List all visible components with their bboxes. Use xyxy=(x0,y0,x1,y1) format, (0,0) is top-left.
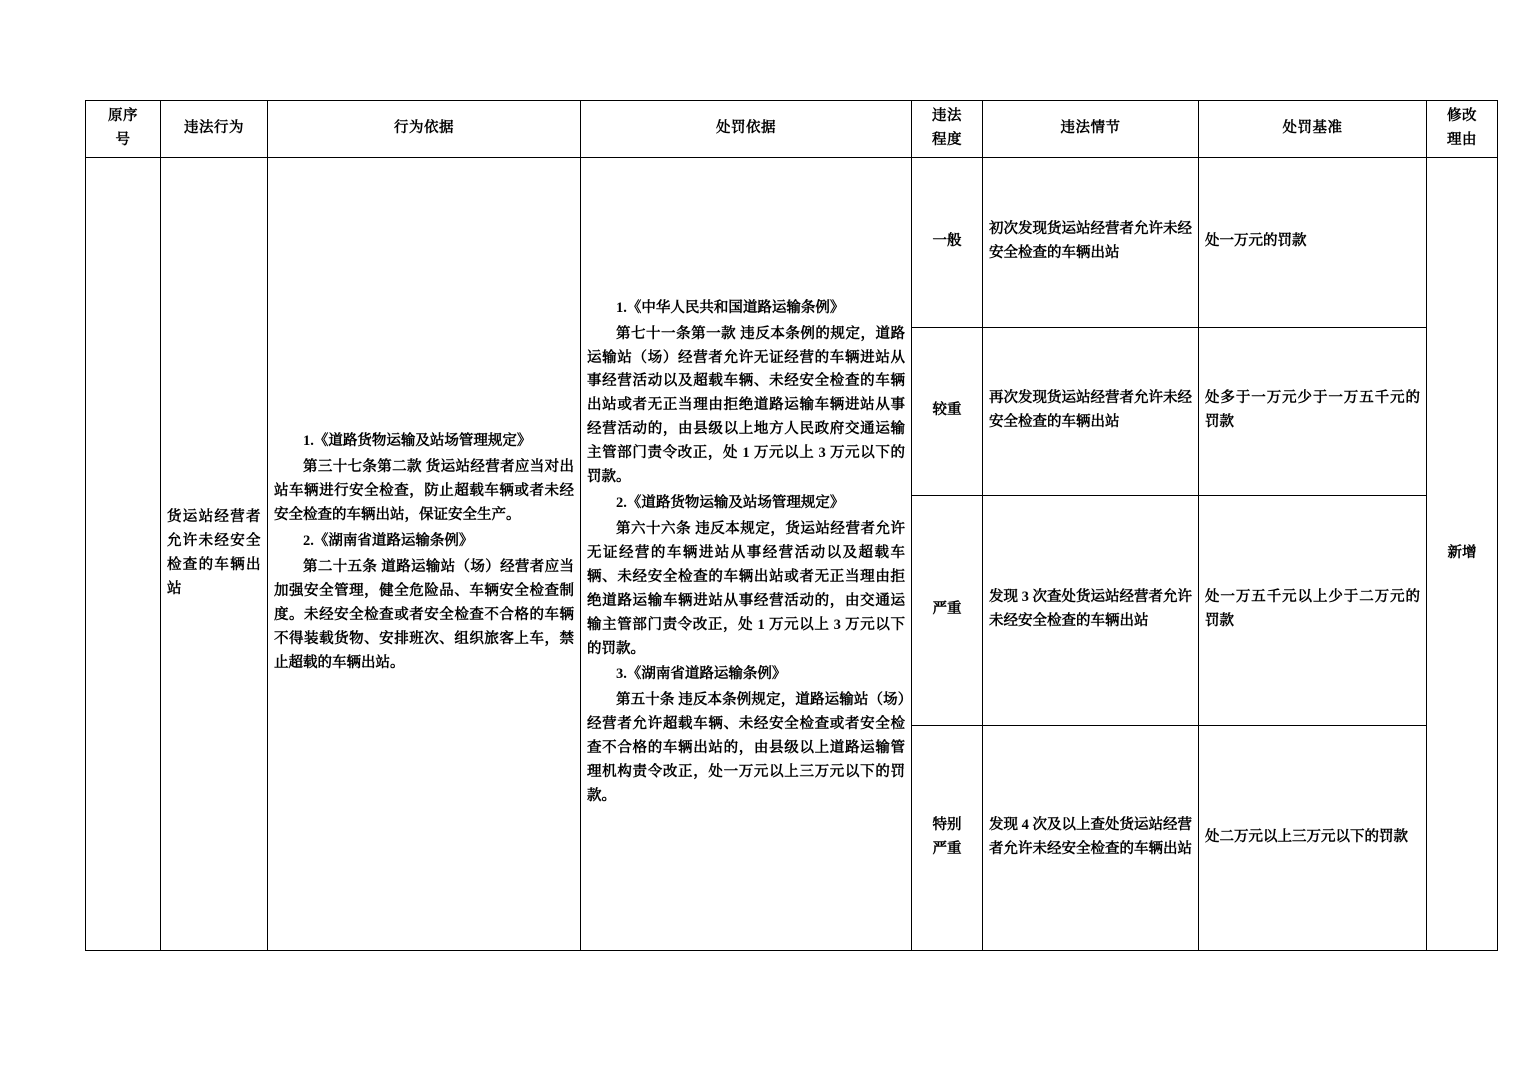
table-row xyxy=(86,157,1498,327)
header-original-sequence xyxy=(86,101,161,158)
cell-violation-degree: 一般 xyxy=(912,157,983,327)
punish-basis-para-1: 1.《中华人民共和国道路运输条例》 xyxy=(616,299,845,316)
header-line-2: 程度 xyxy=(932,131,962,148)
penalty-standards-table xyxy=(85,100,1498,951)
header-violation-act: 违法行为 xyxy=(161,101,268,158)
punish-basis-para-3: 2.《道路货物运输及站场管理规定》 xyxy=(616,495,845,512)
cell-violation-degree xyxy=(912,725,983,950)
header-line-2: 号 xyxy=(115,131,131,148)
table-body xyxy=(86,157,1498,950)
cell-violation-degree: 较重 xyxy=(912,327,983,495)
cell-punish-basis xyxy=(581,157,912,950)
cell-violation-case: 再次发现货运站经营者允许未经安全检查的车辆出站 xyxy=(983,327,1199,495)
punish-basis-para-4: 第六十六条 违反本规定，货运站经营者允许无证经营的车辆进站从事经营活动以及超载车辆、未经安全检查的车辆出站或者无正当理由拒绝道路运输车辆进站从事经营活动的，由交通运输主管部门责令改正，处 1 万元以上 3 万元以下的罚款。 xyxy=(587,520,905,657)
act-basis-para-1: 1.《道路货物运输及站场管理规定》 xyxy=(303,433,532,450)
cell-punish-standard: 处多于一万元少于一万五千元的罚款 xyxy=(1199,327,1427,495)
cell-original-sequence xyxy=(86,157,161,950)
cell-punish-standard: 处二万元以上三万元以下的罚款 xyxy=(1199,725,1427,950)
act-basis-para-4: 第二十五条 道路运输站（场）经营者应当加强安全管理，健全危险品、车辆安全检查制度。未经安全检查或者安全检查不合格的车辆不得装载货物、安排班次、组织旅客上车，禁止超载的车辆出站。 xyxy=(274,558,574,671)
cell-violation-case: 发现 3 次查处货运站经营者允许未经安全检查的车辆出站 xyxy=(983,495,1199,725)
header-modify-reason xyxy=(1427,101,1498,158)
degree-line-2: 严重 xyxy=(932,840,962,857)
header-act-basis: 行为依据 xyxy=(268,101,581,158)
header-line-2: 理由 xyxy=(1447,131,1477,148)
cell-punish-standard: 处一万五千元以上少于二万元的罚款 xyxy=(1199,495,1427,725)
cell-modify-reason: 新增 xyxy=(1427,157,1498,950)
header-violation-case: 违法情节 xyxy=(983,101,1199,158)
header-punish-basis: 处罚依据 xyxy=(581,101,912,158)
cell-violation-degree: 严重 xyxy=(912,495,983,725)
table-header-row xyxy=(86,101,1498,158)
header-line-1: 违法 xyxy=(932,108,962,124)
cell-violation-act: 货运站经营者允许未经安全检查的车辆出站 xyxy=(161,157,268,950)
header-line-1: 修改 xyxy=(1447,108,1477,124)
degree-line-1: 特别 xyxy=(932,816,962,833)
act-basis-para-2: 第三十七条第二款 货运站经营者应当对出站车辆进行安全检查，防止超载车辆或者未经安全检查的车辆出站，保证安全生产。 xyxy=(274,459,574,523)
cell-act-basis xyxy=(268,157,581,950)
table-header xyxy=(86,101,1498,158)
header-violation-degree xyxy=(912,101,983,158)
header-punish-standard: 处罚基准 xyxy=(1199,101,1427,158)
punish-basis-para-5: 3.《湖南省道路运输条例》 xyxy=(616,666,787,683)
cell-violation-case: 初次发现货运站经营者允许未经安全检查的车辆出站 xyxy=(983,157,1199,327)
punish-basis-para-6: 第五十条 违反本条例规定，道路运输站（场）经营者允许超载车辆、未经安全检查或者安全检查不合格的车辆出站的，由县级以上道路运输管理机构责令改正，处一万元以上三万元以下的罚款。 xyxy=(587,692,905,805)
punish-basis-para-2: 第七十一条第一款 违反本条例的规定，道路运输站（场）经营者允许无证经营的车辆进站从事经营活动以及超载车辆、未经安全检查的车辆出站或者无正当理由拒绝道路运输车辆进站从事经营活动的，由县级以上地方人民政府交通运输主管部门责令改正，处 1 万元以上 3 万元以下的罚款。 xyxy=(587,325,905,486)
header-line-1: 原序 xyxy=(108,108,138,124)
cell-punish-standard: 处一万元的罚款 xyxy=(1199,157,1427,327)
act-basis-para-3: 2.《湖南省道路运输条例》 xyxy=(303,532,474,549)
cell-violation-case: 发现 4 次及以上查处货运站经营者允许未经安全检查的车辆出站 xyxy=(983,725,1199,950)
